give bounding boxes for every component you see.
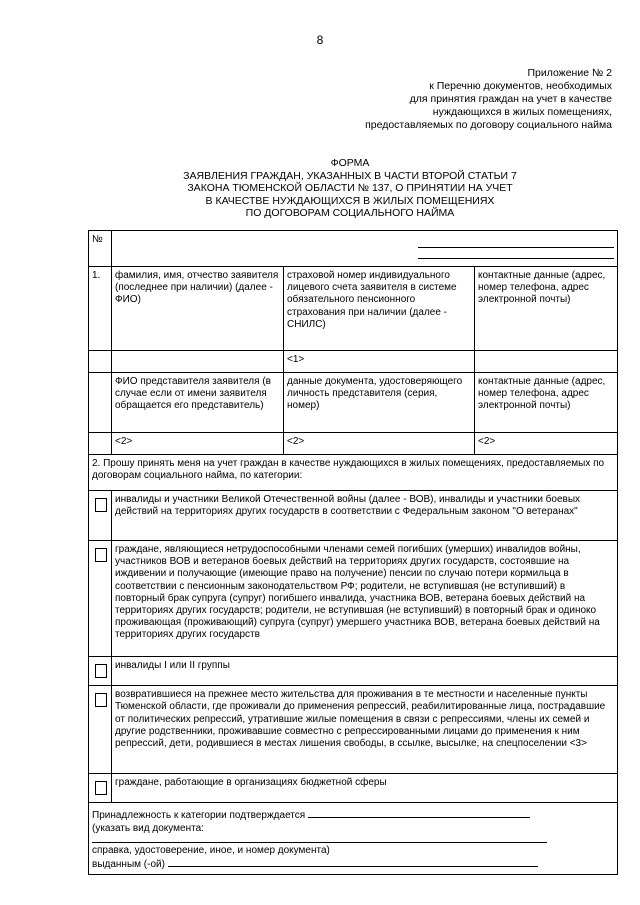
empty-cell — [89, 351, 112, 373]
category-checkbox-cell[interactable] — [89, 774, 112, 803]
appendix-line: предоставляемых по договору социального найма — [365, 119, 612, 131]
rep-contacts-input[interactable]: <2> — [475, 433, 618, 455]
belong-label: Принадлежность к категории подтверждается — [92, 810, 306, 822]
title-line: В КАЧЕСТВЕ НУЖДАЮЩИХСЯ В ЖИЛЫХ ПОМЕЩЕНИЯХ — [205, 194, 495, 207]
title-line: ПО ДОГОВОРАМ СОЦИАЛЬНОГО НАЙМА — [245, 207, 455, 219]
doc-type-hint: (указать вид документа: — [92, 822, 204, 834]
category-text: инвалиды I или II группы — [112, 657, 618, 686]
title-line: ФОРМА — [330, 157, 370, 169]
section-2-text: 2. Прошу принять меня на учет граждан в качестве нуждающихся в жилых помещениях, предоставляемых по договорам социального найма, по категории: — [89, 455, 618, 491]
checkbox-icon[interactable] — [95, 664, 107, 678]
document-field[interactable] — [308, 808, 530, 818]
category-checkbox-cell[interactable] — [89, 491, 112, 541]
category-checkbox-cell[interactable] — [89, 657, 112, 686]
appendix-header — [282, 67, 612, 132]
fio-input[interactable] — [112, 351, 284, 373]
category-text: инвалиды и участники Великой Отечественной войны (далее - ВОВ), инвалиды и участники боевых действий на территориях других государств в соответствии с Федеральным законом "О ветеранах" — [112, 491, 618, 541]
fio-label: фамилия, имя, отчество заявителя (последнее при наличии) (далее - ФИО) — [112, 267, 284, 351]
checkbox-icon[interactable] — [95, 498, 107, 512]
appendix-line: Приложение № 2 — [527, 67, 612, 79]
snils-input[interactable]: <1> — [284, 351, 475, 373]
appendix-line: к Перечню документов, необходимых — [429, 80, 612, 92]
application-form-table — [88, 230, 618, 875]
appendix-line: нуждающихся в жилых помещениях, — [432, 106, 612, 118]
row-number: 1. — [89, 267, 112, 351]
category-text: граждане, являющиеся нетрудоспособными членами семей погибших (умерших) инвалидов войны, участников ВОВ и ветеранов боевых действий на территориях других государств, состоявшие на иждивении и получающие (имеющие право на получение) пенсии по случаю потери кормильца в соответствии с пенсионным законодательством РФ; родители, не вступившая (не вступивший) в повторный брак супруга (супруг) погибшего инвалида, участника ВОВ, ветерана боевых действий на территориях других государств; родители, не вступившая (не вступивший) в повторный брак и одиноко проживающая (проживающий) супруга (супруг) умершего участника ВОВ, ветерана боевых действий на территориях других государств — [112, 541, 618, 657]
rep-doc-input[interactable]: <2> — [284, 433, 475, 455]
number-field[interactable] — [112, 231, 618, 267]
checkbox-icon[interactable] — [95, 781, 107, 795]
category-checkbox-cell[interactable] — [89, 686, 112, 774]
appendix-line: для принятия граждан на учет в качестве — [409, 93, 612, 105]
contacts-input[interactable] — [475, 351, 618, 373]
checkbox-icon[interactable] — [95, 693, 107, 707]
page-number: 8 — [316, 33, 324, 47]
empty-cell — [89, 433, 112, 455]
rep-fio-input[interactable]: <2> — [112, 433, 284, 455]
document-line[interactable] — [92, 841, 547, 843]
issued-by-label: выданным (-ой) — [92, 859, 165, 871]
category-text: граждане, работающие в организациях бюджетной сферы — [112, 774, 618, 803]
title-line: ЗАЯВЛЕНИЯ ГРАЖДАН, УКАЗАННЫХ В ЧАСТИ ВТОРОЙ СТАТЬИ 7 — [183, 169, 517, 182]
issued-by-field[interactable] — [168, 857, 538, 867]
doc-examples: справка, удостоверение, иное, и номер документа) — [92, 844, 330, 856]
form-title — [90, 157, 610, 220]
rep-contacts-label: контактные данные (адрес, номер телефона, адрес электронной почты) — [475, 373, 618, 433]
empty-cell — [89, 373, 112, 433]
title-line: ЗАКОНА ТЮМЕНСКОЙ ОБЛАСТИ № 137, О ПРИНЯТИИ НА УЧЕТ — [187, 182, 513, 194]
category-text: возвратившиеся на прежнее место жительства для проживания в те местности и населенные пункты Тюменской области, где проживали до применения репрессий, реабилитированные лица, пострадавшие от политических репрессий, утратившие жилые помещения в связи с репрессиями, члены их семей и другие родственники, проживавшие совместно с репрессированными лицами до применения к ним репрессий, дети, родившиеся в местах лишения свободы, в ссылке, высылке, на спецпоселении <3> — [112, 686, 618, 774]
confirmation-block — [89, 803, 618, 875]
category-checkbox-cell[interactable] — [89, 541, 112, 657]
checkbox-icon[interactable] — [95, 548, 107, 562]
number-cell: № — [89, 231, 112, 267]
contacts-label: контактные данные (адрес, номер телефона, адрес электронной почты) — [475, 267, 618, 351]
number-line-2[interactable] — [418, 257, 614, 259]
rep-fio-label: ФИО представителя заявителя (в случае если от имени заявителя обращается его представитель) — [112, 373, 284, 433]
rep-doc-label: данные документа, удостоверяющего личность представителя (серия, номер) — [284, 373, 475, 433]
snils-label: страховой номер индивидуального лицевого счета заявителя в системе обязательного пенсионного страхования при наличии (далее - СНИЛС) — [284, 267, 475, 351]
